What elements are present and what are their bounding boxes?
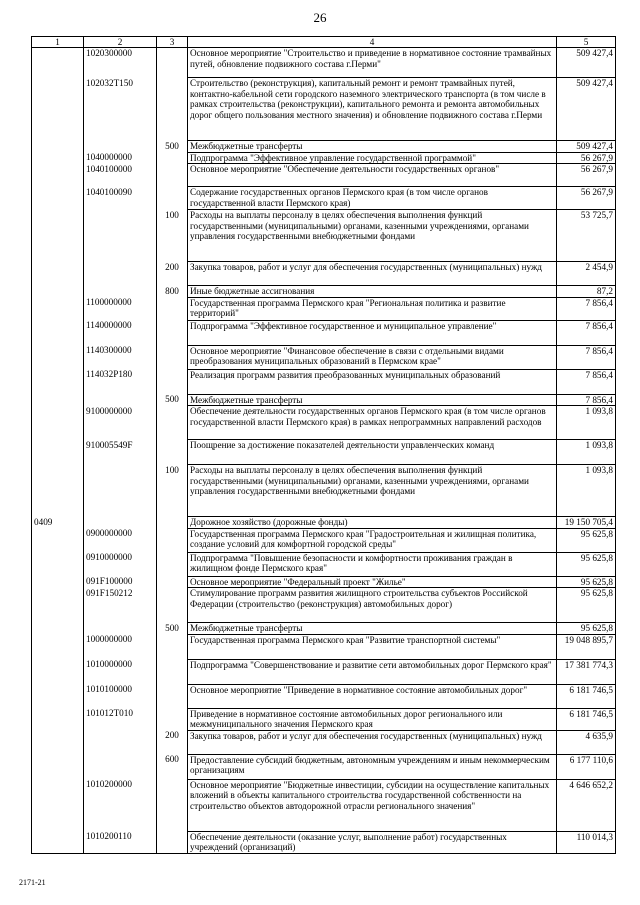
footer-code: 2171-21 xyxy=(19,878,46,887)
target-article-cell: 9100000000 xyxy=(84,406,157,440)
table-row xyxy=(32,659,616,684)
expense-type-cell xyxy=(157,659,188,684)
section-code-cell xyxy=(32,684,84,708)
section-code-cell xyxy=(32,320,84,345)
description-cell: Закупка товаров, работ и услуг для обеспечения государственных (муниципальных) нужд xyxy=(188,730,557,754)
expense-type-cell xyxy=(157,634,188,659)
section-code-cell xyxy=(32,440,84,465)
table-row xyxy=(32,369,616,394)
target-article-cell: 1010000000 xyxy=(84,659,157,684)
amount-cell: 7 856,4 xyxy=(557,345,616,369)
description-cell: Обеспечение деятельности государственных органов Пермского края (в том числе органов государственной власти Пермского края) в рамках непрограммных направлений расходов xyxy=(188,406,557,440)
amount-cell: 95 625,8 xyxy=(557,528,616,552)
target-article-cell xyxy=(84,262,157,286)
description-cell: Дорожное хозяйство (дорожные фонды) xyxy=(188,517,557,529)
description-cell: Подпрограмма "Эффективное государственное и муниципальное управление" xyxy=(188,320,557,345)
target-article-cell: 091F150212 xyxy=(84,588,157,623)
table-row xyxy=(32,187,616,210)
target-article-cell: 101012T010 xyxy=(84,708,157,730)
description-cell: Основное мероприятие "Обеспечение деятельности государственных органов" xyxy=(188,164,557,187)
table-row xyxy=(32,708,616,730)
section-code-cell xyxy=(32,187,84,210)
amount-cell: 17 381 774,3 xyxy=(557,659,616,684)
expense-type-cell xyxy=(157,528,188,552)
expense-type-cell xyxy=(157,164,188,187)
section-code-cell xyxy=(32,588,84,623)
target-article-cell: 114032P180 xyxy=(84,369,157,394)
table-row xyxy=(32,406,616,440)
expense-type-cell xyxy=(157,320,188,345)
table-row xyxy=(32,320,616,345)
expense-type-cell xyxy=(157,152,188,164)
amount-cell: 7 856,4 xyxy=(557,297,616,320)
amount-cell: 1 093,8 xyxy=(557,465,616,517)
expense-type-cell xyxy=(157,576,188,588)
description-cell: Основное мероприятие "Федеральный проект "Жилье" xyxy=(188,576,557,588)
table-row xyxy=(32,588,616,623)
target-article-cell: 1100000000 xyxy=(84,297,157,320)
column-header: 2 xyxy=(84,37,157,48)
expense-type-cell: 200 xyxy=(157,730,188,754)
expense-type-cell xyxy=(157,517,188,529)
expense-type-cell xyxy=(157,708,188,730)
amount-cell: 4 635,9 xyxy=(557,730,616,754)
table-row xyxy=(32,152,616,164)
column-header: 1 xyxy=(32,37,84,48)
amount-cell: 4 646 652,2 xyxy=(557,779,616,831)
target-article-cell xyxy=(84,394,157,406)
table-row xyxy=(32,831,616,853)
amount-cell: 6 181 746,5 xyxy=(557,708,616,730)
table-row xyxy=(32,552,616,576)
section-code-cell xyxy=(32,152,84,164)
section-code-cell xyxy=(32,465,84,517)
expense-type-cell xyxy=(157,187,188,210)
target-article-cell xyxy=(84,141,157,153)
table-row xyxy=(32,576,616,588)
description-cell: Иные бюджетные ассигнования xyxy=(188,286,557,298)
target-article-cell: 0900000000 xyxy=(84,528,157,552)
target-article-cell: 091F100000 xyxy=(84,576,157,588)
expense-type-cell xyxy=(157,779,188,831)
description-cell: Стимулирование программ развития жилищного строительства субъектов Российской Федерации (строительство (реконструкция) автомобильных дорог) xyxy=(188,588,557,623)
target-article-cell: 1040000000 xyxy=(84,152,157,164)
section-code-cell xyxy=(32,552,84,576)
expense-type-cell: 200 xyxy=(157,262,188,286)
amount-cell: 7 856,4 xyxy=(557,369,616,394)
expense-type-cell: 500 xyxy=(157,394,188,406)
table-row xyxy=(32,141,616,153)
section-code-cell xyxy=(32,754,84,779)
table-row xyxy=(32,286,616,298)
amount-cell: 56 267,9 xyxy=(557,152,616,164)
target-article-cell: 1140000000 xyxy=(84,320,157,345)
target-article-cell: 0910000000 xyxy=(84,552,157,576)
expense-type-cell: 500 xyxy=(157,623,188,635)
expense-type-cell xyxy=(157,552,188,576)
section-code-cell xyxy=(32,730,84,754)
description-cell: Государственная программа Пермского края "Градостроительная и жилищная политика, создание условий для комфортной городской среды" xyxy=(188,528,557,552)
table-row xyxy=(32,779,616,831)
table-row xyxy=(32,210,616,262)
description-cell: Подпрограмма "Повышение безопасности и комфортности проживания граждан в жилищном фонде Пермского края" xyxy=(188,552,557,576)
section-code-cell xyxy=(32,48,84,78)
column-header: 5 xyxy=(557,37,616,48)
section-code-cell xyxy=(32,659,84,684)
section-code-cell xyxy=(32,210,84,262)
section-code-cell xyxy=(32,297,84,320)
expense-type-cell: 500 xyxy=(157,141,188,153)
table-row xyxy=(32,623,616,635)
section-code-cell xyxy=(32,345,84,369)
table-row xyxy=(32,48,616,78)
target-article-cell: 1010100000 xyxy=(84,684,157,708)
budget-table xyxy=(31,36,616,854)
target-article-cell xyxy=(84,210,157,262)
section-code-cell xyxy=(32,623,84,635)
table-row xyxy=(32,262,616,286)
section-code-cell xyxy=(32,262,84,286)
amount-cell: 7 856,4 xyxy=(557,320,616,345)
description-cell: Расходы на выплаты персоналу в целях обеспечения выполнения функций государственными (муниципальными) органами, казенными учреждениями, органами управления государственными внебюджетными фондами xyxy=(188,465,557,517)
description-cell: Межбюджетные трансферты xyxy=(188,623,557,635)
expense-type-cell: 600 xyxy=(157,754,188,779)
amount-cell: 6 177 110,6 xyxy=(557,754,616,779)
table-row xyxy=(32,394,616,406)
amount-cell: 1 093,8 xyxy=(557,406,616,440)
amount-cell: 509 427,4 xyxy=(557,141,616,153)
amount-cell: 509 427,4 xyxy=(557,48,616,78)
amount-cell: 1 093,8 xyxy=(557,440,616,465)
target-article-cell: 1000000000 xyxy=(84,634,157,659)
table-row xyxy=(32,440,616,465)
description-cell: Предоставление субсидий бюджетным, автономным учреждениям и иным некоммерческим организациям xyxy=(188,754,557,779)
table-body xyxy=(32,48,616,854)
expense-type-cell xyxy=(157,440,188,465)
description-cell: Поощрение за достижение показателей деятельности управленческих команд xyxy=(188,440,557,465)
amount-cell: 2 454,9 xyxy=(557,262,616,286)
section-code-cell xyxy=(32,634,84,659)
description-cell: Содержание государственных органов Пермского края (в том числе органов государственной власти Пермского края) xyxy=(188,187,557,210)
section-code-cell xyxy=(32,831,84,853)
section-code-cell xyxy=(32,78,84,141)
amount-cell: 87,2 xyxy=(557,286,616,298)
description-cell: Межбюджетные трансферты xyxy=(188,141,557,153)
table-row xyxy=(32,465,616,517)
table-row xyxy=(32,78,616,141)
target-article-cell xyxy=(84,754,157,779)
description-cell: Расходы на выплаты персоналу в целях обеспечения выполнения функций государственными (муниципальными) органами, казенными учреждениями, органами управления государственными внебюджетными фондами xyxy=(188,210,557,262)
target-article-cell: 1040100090 xyxy=(84,187,157,210)
description-cell: Подпрограмма "Эффективное управление государственной программой" xyxy=(188,152,557,164)
expense-type-cell xyxy=(157,831,188,853)
expense-type-cell xyxy=(157,48,188,78)
description-cell: Обеспечение деятельности (оказание услуг, выполнение работ) государственных учреждений (организаций) xyxy=(188,831,557,853)
amount-cell: 509 427,4 xyxy=(557,78,616,141)
expense-type-cell xyxy=(157,369,188,394)
description-cell: Государственная программа Пермского края "Региональная политика и развитие территорий" xyxy=(188,297,557,320)
amount-cell: 110 014,3 xyxy=(557,831,616,853)
page-number: 26 xyxy=(313,10,327,25)
target-article-cell xyxy=(84,730,157,754)
expense-type-cell: 100 xyxy=(157,465,188,517)
table-row xyxy=(32,730,616,754)
amount-cell: 19 048 895,7 xyxy=(557,634,616,659)
target-article-cell: 1010200110 xyxy=(84,831,157,853)
section-code-cell xyxy=(32,369,84,394)
expense-type-cell xyxy=(157,345,188,369)
column-header: 4 xyxy=(188,37,557,48)
target-article-cell: 910005549F xyxy=(84,440,157,465)
table-row xyxy=(32,754,616,779)
section-code-cell: 0409 xyxy=(32,517,84,529)
target-article-cell xyxy=(84,465,157,517)
expense-type-cell: 100 xyxy=(157,210,188,262)
section-code-cell xyxy=(32,576,84,588)
section-code-cell xyxy=(32,406,84,440)
section-code-cell xyxy=(32,164,84,187)
description-cell: Основное мероприятие "Финансовое обеспечение в связи с отдельными видами преобразования муниципальных образований в Пермском крае" xyxy=(188,345,557,369)
amount-cell: 95 625,8 xyxy=(557,588,616,623)
description-cell: Межбюджетные трансферты xyxy=(188,394,557,406)
section-code-cell xyxy=(32,779,84,831)
description-cell: Реализация программ развития преобразованных муниципальных образований xyxy=(188,369,557,394)
table-row xyxy=(32,528,616,552)
target-article-cell xyxy=(84,286,157,298)
target-article-cell xyxy=(84,623,157,635)
description-cell: Основное мероприятие "Строительство и приведение в нормативное состояние трамвайных путей, обновление подвижного состава г.Перми" xyxy=(188,48,557,78)
expense-type-cell xyxy=(157,588,188,623)
amount-cell: 56 267,9 xyxy=(557,164,616,187)
expense-type-cell: 800 xyxy=(157,286,188,298)
table-row xyxy=(32,297,616,320)
section-code-cell xyxy=(32,528,84,552)
expense-type-cell xyxy=(157,406,188,440)
table-row xyxy=(32,164,616,187)
target-article-cell: 1140300000 xyxy=(84,345,157,369)
expense-type-cell xyxy=(157,78,188,141)
amount-cell: 6 181 746,5 xyxy=(557,684,616,708)
table-row xyxy=(32,684,616,708)
table-row xyxy=(32,634,616,659)
target-article-cell: 1040100000 xyxy=(84,164,157,187)
description-cell: Основное мероприятие "Бюджетные инвестиции, субсидии на осуществление капитальных вложений в объекты капитального строительства государственной собственности на строительство объектов автодорожной отрасли регионального значения" xyxy=(188,779,557,831)
amount-cell: 19 150 705,4 xyxy=(557,517,616,529)
column-header-row xyxy=(32,37,616,48)
column-header: 3 xyxy=(157,37,188,48)
target-article-cell: 1020300000 xyxy=(84,48,157,78)
amount-cell: 95 625,8 xyxy=(557,552,616,576)
target-article-cell: 1010200000 xyxy=(84,779,157,831)
amount-cell: 53 725,7 xyxy=(557,210,616,262)
description-cell: Приведение в нормативное состояние автомобильных дорог регионального или межмуниципального значения Пермского края xyxy=(188,708,557,730)
target-article-cell xyxy=(84,517,157,529)
description-cell: Основное мероприятие "Приведение в нормативное состояние автомобильных дорог" xyxy=(188,684,557,708)
target-article-cell: 102032T150 xyxy=(84,78,157,141)
expense-type-cell xyxy=(157,297,188,320)
description-cell: Строительство (реконструкция), капитальный ремонт и ремонт трамвайных путей, контактно-кабельной сети городского наземного электрического транспорта (в том числе в рамках строительства (реконструкции), капитального ремонта и ремонта автомобильных дорог общего пользования местного значения) и обновление подвижного состава г.Перми xyxy=(188,78,557,141)
amount-cell: 95 625,8 xyxy=(557,623,616,635)
description-cell: Государственная программа Пермского края "Развитие транспортной системы" xyxy=(188,634,557,659)
expense-type-cell xyxy=(157,684,188,708)
amount-cell: 7 856,4 xyxy=(557,394,616,406)
section-code-cell xyxy=(32,141,84,153)
section-code-cell xyxy=(32,708,84,730)
section-code-cell xyxy=(32,394,84,406)
table-row xyxy=(32,345,616,369)
description-cell: Подпрограмма "Совершенствование и развитие сети автомобильных дорог Пермского края" xyxy=(188,659,557,684)
amount-cell: 95 625,8 xyxy=(557,576,616,588)
description-cell: Закупка товаров, работ и услуг для обеспечения государственных (муниципальных) нужд xyxy=(188,262,557,286)
section-code-cell xyxy=(32,286,84,298)
table-row xyxy=(32,517,616,529)
amount-cell: 56 267,9 xyxy=(557,187,616,210)
